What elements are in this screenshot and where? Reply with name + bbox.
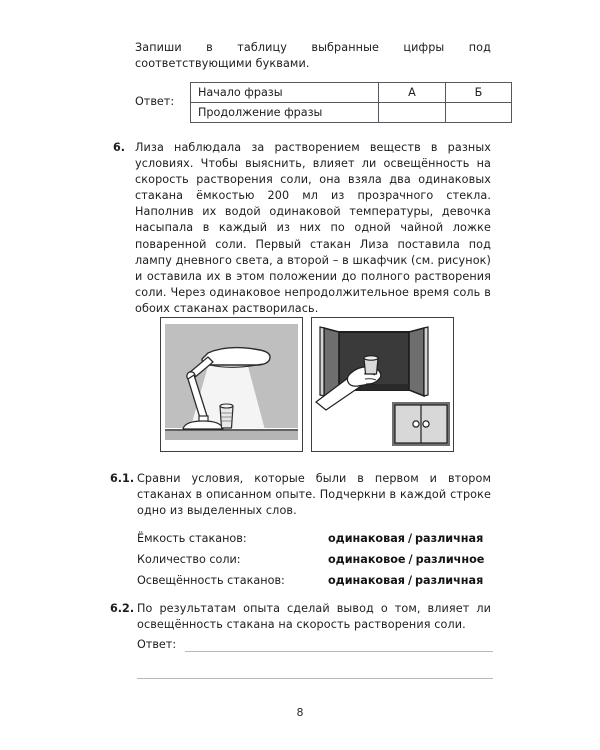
illustration-pair — [160, 317, 454, 454]
option-separator: / — [408, 553, 413, 566]
answer-label: Ответ: — [135, 95, 175, 108]
phrase-matching-table — [190, 82, 512, 123]
table-cell-column-b: Б — [446, 83, 512, 103]
answer-label: Ответ: — [137, 638, 177, 651]
answer-line-1[interactable] — [185, 651, 493, 652]
table-row — [191, 83, 512, 103]
comparison-row-capacity — [137, 528, 497, 549]
question-6-2-text: По результатам опыта сделай вывод о том, влияет ли освещённость стакана на скорость растворения соли. — [137, 602, 491, 632]
table-cell-phrase-start: Начало фразы — [191, 83, 379, 103]
question-6-number: 6. — [113, 141, 126, 154]
comparison-options-illumination — [328, 570, 483, 591]
table-input-cell-a[interactable] — [379, 103, 446, 123]
option-same-salt-amount[interactable]: одинаковое — [328, 553, 406, 566]
option-same-illumination[interactable]: одинаковая — [328, 574, 405, 587]
comparison-rows — [137, 528, 497, 591]
table-cell-column-a: А — [379, 83, 446, 103]
comparison-options-capacity — [328, 528, 483, 549]
option-separator: / — [407, 574, 413, 587]
option-same-capacity[interactable]: одинаковая — [328, 532, 405, 545]
table-row — [191, 103, 512, 123]
answer-table-block — [135, 82, 501, 126]
option-different-illumination[interactable]: различная — [415, 574, 484, 587]
comparison-label-illumination: Освещённость стаканов: — [137, 574, 285, 587]
question-6-1-number: 6.1. — [110, 472, 135, 485]
figure-desk-lamp — [160, 317, 303, 452]
question-6-text: Лиза наблюдала за растворением веществ в разных условиях. Чтобы выяснить, влияет ли освещённость на скорость растворения соли, она взяла два одинаковых стакана ёмкостью 200 мл из прозрачного стекла. Наполнив их водой одинаковой температуры, девочка насыпала в каждый из них по одной чайной ложке поваренной соли. Первый стакан Лиза поставила под лампу дневного света, а второй – в шкафчик (см. рисунок) и оставила их в этом положении до полного растворения соли. Через одинаковое непродолжительное время соль в обоих стаканах растворилась. — [135, 141, 491, 315]
comparison-options-salt-amount — [328, 549, 484, 570]
page-number: 8 — [296, 706, 304, 719]
option-different-capacity[interactable]: различная — [415, 532, 484, 545]
figure-cabinet — [311, 317, 454, 452]
desk-lamp-illustration — [161, 318, 302, 451]
option-separator: / — [407, 532, 413, 545]
answer-line-2[interactable] — [137, 678, 493, 679]
comparison-label-capacity: Ёмкость стаканов: — [137, 532, 247, 545]
question-6-2-number: 6.2. — [110, 602, 135, 615]
comparison-row-illumination — [137, 570, 497, 591]
comparison-label-salt-amount: Количество соли: — [137, 553, 241, 566]
question-6-1-text: Сравни условия, которые были в первом и втором стаканах в описанном опыте. Подчеркни в каждой строке одно из выделенных слов. — [137, 472, 491, 518]
cabinet-illustration — [312, 318, 453, 451]
comparison-row-salt-amount — [137, 549, 497, 570]
option-different-salt-amount[interactable]: различное — [415, 553, 485, 566]
instruction-paragraph: Запиши в таблицу выбранные цифры под соответствующими буквами. — [135, 41, 491, 71]
table-cell-phrase-continuation: Продолжение фразы — [191, 103, 379, 123]
table-input-cell-b[interactable] — [446, 103, 512, 123]
